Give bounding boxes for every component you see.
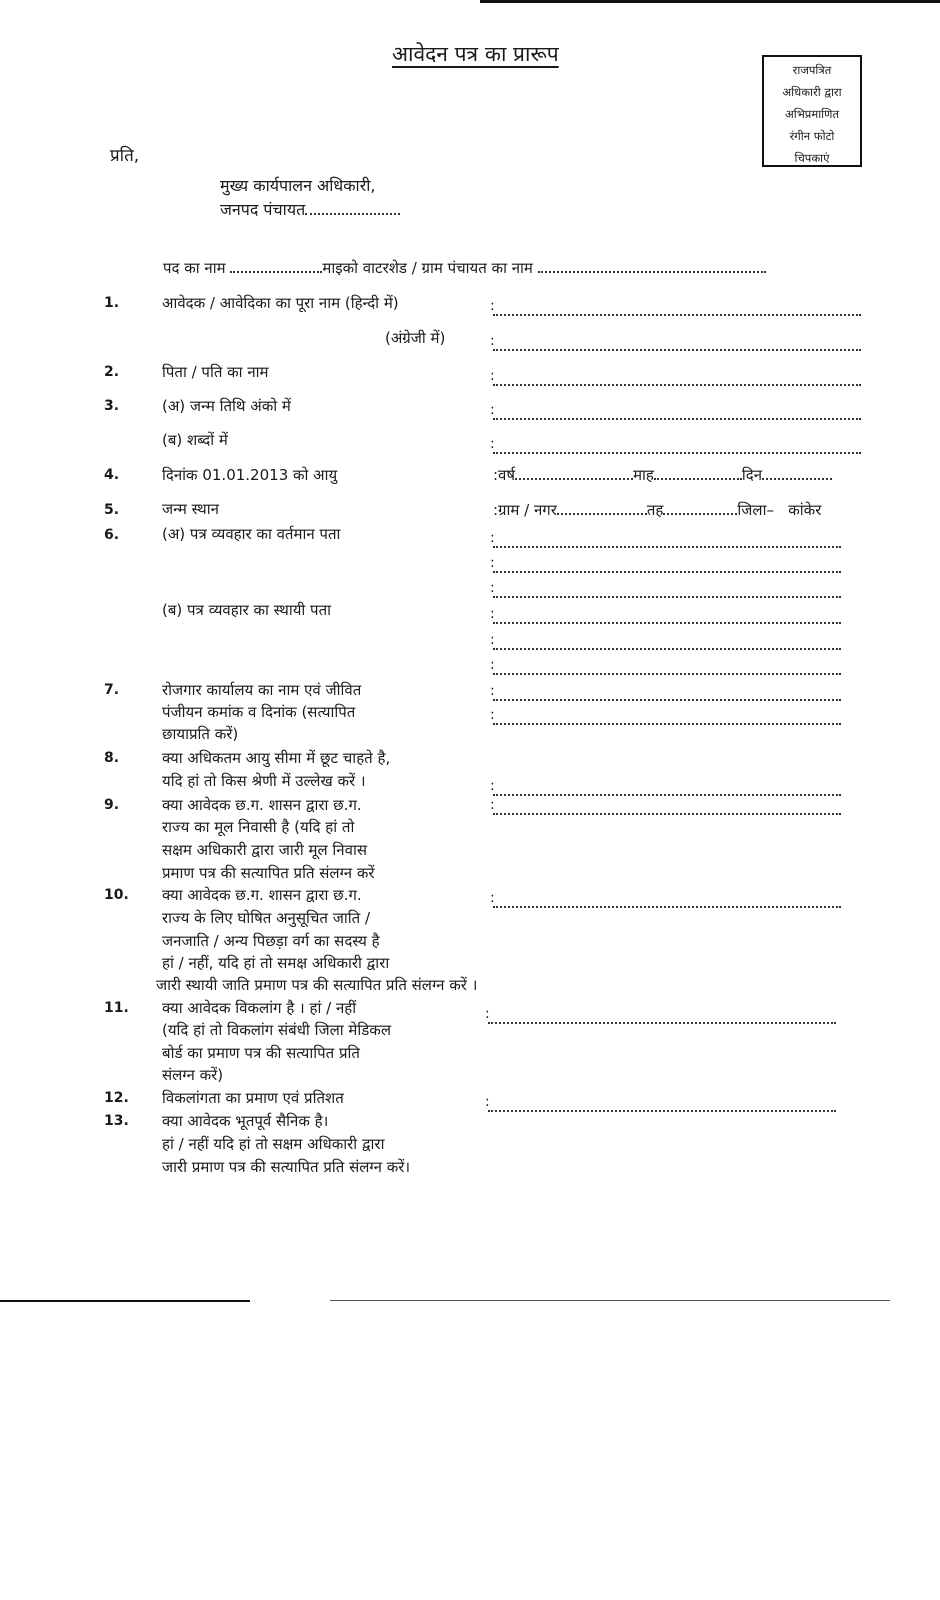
item-number: 13. (104, 1113, 129, 1129)
year-label: :वर्ष (493, 466, 516, 484)
dob-digits-field[interactable] (493, 402, 861, 420)
tehsil-label: तह (646, 501, 664, 519)
panchayat-label: माइको वाटरशेड / ग्राम पंचायत का नाम (322, 259, 533, 277)
dob-words-field[interactable] (493, 436, 861, 454)
month-field[interactable] (654, 466, 742, 480)
photo-box-line: अधिकारी द्वारा (782, 85, 842, 99)
present-address-field[interactable] (493, 555, 841, 573)
day-label: दिन (741, 466, 763, 484)
employment-office-field[interactable] (493, 683, 841, 701)
photo-box-line: अभिप्रमाणित (784, 107, 840, 121)
post-line (163, 258, 766, 278)
photo-box (762, 55, 862, 167)
item-number: 8. (104, 750, 120, 766)
item-number: 4. (104, 467, 120, 483)
item-label-line: राज्य का मूल निवासी है (यदि हां तो (162, 818, 355, 836)
addressee-line: मुख्य कार्यपालन अधिकारी, (220, 176, 376, 195)
photo-box-line: राजपत्रित (792, 63, 832, 77)
item-label: आवेदक / आवेदिका का पूरा नाम (हिन्दी में) (162, 294, 399, 312)
tehsil-field[interactable] (663, 501, 737, 515)
item-number: 7. (104, 682, 120, 698)
item-label-line: संलग्न करें) (162, 1066, 224, 1084)
item-number: 2. (104, 364, 120, 380)
item-label: (ब) शब्दों में (162, 431, 228, 449)
disability-field[interactable] (488, 1006, 836, 1024)
name-english-field[interactable] (493, 333, 861, 351)
scan-edge-top (480, 0, 940, 3)
district-value: कांकेर (788, 501, 822, 519)
item-number: 10. (104, 887, 129, 903)
addressee-line (220, 200, 400, 220)
name-hindi-field[interactable] (493, 298, 861, 316)
month-label: माह (633, 466, 654, 484)
item-number: 5. (104, 502, 120, 518)
item-number: 3. (104, 398, 120, 414)
item-number: 9. (104, 797, 120, 813)
item-label-line: हां / नहीं यदि हां तो सक्षम अधिकारी द्वारा (162, 1135, 385, 1153)
item-label-line: पंजीयन कमांक व दिनांक (सत्यापित (162, 703, 356, 721)
item-label: विकलांगता का प्रमाण एवं प्रतिशत (162, 1089, 344, 1107)
item-label-line: क्या अधिकतम आयु सीमा में छूट चाहते है, (162, 749, 391, 767)
permanent-address-field[interactable] (493, 632, 841, 650)
item-label-line: रोजगार कार्यालय का नाम एवं जीवित (162, 681, 362, 699)
item-number: 1. (104, 295, 120, 311)
item-label-line: (यदि हां तो विकलांग संबंधी जिला मेडिकल (162, 1021, 391, 1039)
item-label: जन्म स्थान (162, 500, 219, 518)
item-label: (ब) पत्र व्यवहार का स्थायी पता (162, 601, 332, 619)
father-husband-name-field[interactable] (493, 368, 861, 386)
village-field[interactable] (557, 501, 647, 515)
item-label-line: यदि हां तो किस श्रेणी में उल्लेख करें । (162, 772, 366, 790)
item-label: पिता / पति का नाम (162, 363, 269, 381)
caste-field[interactable] (493, 890, 841, 908)
item-label-line: छायाप्रति करें) (162, 725, 239, 743)
photo-box-line: चिपकाएं (794, 151, 830, 165)
item-label-line: क्या आवेदक भूतपूर्व सैनिक है। (162, 1112, 329, 1130)
day-field[interactable] (762, 466, 832, 480)
item-label-line: सक्षम अधिकारी द्वारा जारी मूल निवास (162, 841, 367, 859)
panchayat-field[interactable] (538, 259, 766, 273)
post-label: पद का नाम (163, 259, 226, 277)
addressee-text: जनपद पंचायत (220, 200, 306, 219)
item-label-line: जनजाति / अन्य पिछड़ा वर्ग का सदस्य है (162, 932, 380, 950)
present-address-field[interactable] (493, 580, 841, 598)
item-label-line: क्या आवेदक छ.ग. शासन द्वारा छ.ग. (162, 796, 362, 814)
disability-percent-field[interactable] (488, 1094, 836, 1112)
scan-edge-bottom (0, 1300, 250, 1302)
to-label: प्रति, (110, 146, 140, 166)
district-label: जिला– (737, 501, 774, 519)
item-label: दिनांक 01.01.2013 को आयु (162, 466, 338, 484)
post-field[interactable] (230, 259, 322, 273)
item-label: (अंग्रेजी में) (385, 329, 446, 347)
registration-field[interactable] (493, 707, 841, 725)
item-number: 12. (104, 1090, 129, 1106)
age-fields (493, 465, 832, 485)
form-title: आवेदन पत्र का प्रारूप (392, 42, 559, 66)
item-label-line: राज्य के लिए घोषित अनुसूचित जाति / (162, 909, 371, 927)
permanent-address-field[interactable] (493, 657, 841, 675)
item-label-line: हां / नहीं, यदि हां तो समक्ष अधिकारी द्वारा (162, 954, 390, 972)
item-label-line: बोर्ड का प्रमाण पत्र की सत्यापित प्रति (162, 1044, 360, 1062)
scan-edge-bottom-right (330, 1300, 890, 1301)
item-label-line: क्या आवेदक छ.ग. शासन द्वारा छ.ग. (162, 886, 362, 904)
janpad-field[interactable] (305, 201, 400, 215)
age-relaxation-field[interactable] (493, 778, 841, 796)
item-number: 6. (104, 527, 120, 543)
item-label-line: जारी प्रमाण पत्र की सत्यापित प्रति संलग्न करें। (162, 1158, 411, 1176)
item-label-line: क्या आवेदक विकलांग है । हां / नहीं (162, 999, 357, 1017)
village-label: :ग्राम / नगर (493, 501, 557, 519)
item-number: 11. (104, 1000, 129, 1016)
birthplace-fields (493, 500, 821, 520)
item-label-line: जारी स्थायी जाति प्रमाण पत्र की सत्यापित प्रति संलग्न करें । (156, 976, 478, 994)
item-label: (अ) पत्र व्यवहार का वर्तमान पता (162, 525, 341, 543)
present-address-field[interactable] (493, 530, 841, 548)
item-label-line: प्रमाण पत्र की सत्यापित प्रति संलग्न करें (162, 864, 375, 882)
photo-box-line: रंगीन फोटो (789, 129, 835, 143)
year-field[interactable] (515, 466, 633, 480)
domicile-field[interactable] (493, 797, 841, 815)
item-label: (अ) जन्म तिथि अंको में (162, 397, 291, 415)
permanent-address-field[interactable] (493, 606, 841, 624)
